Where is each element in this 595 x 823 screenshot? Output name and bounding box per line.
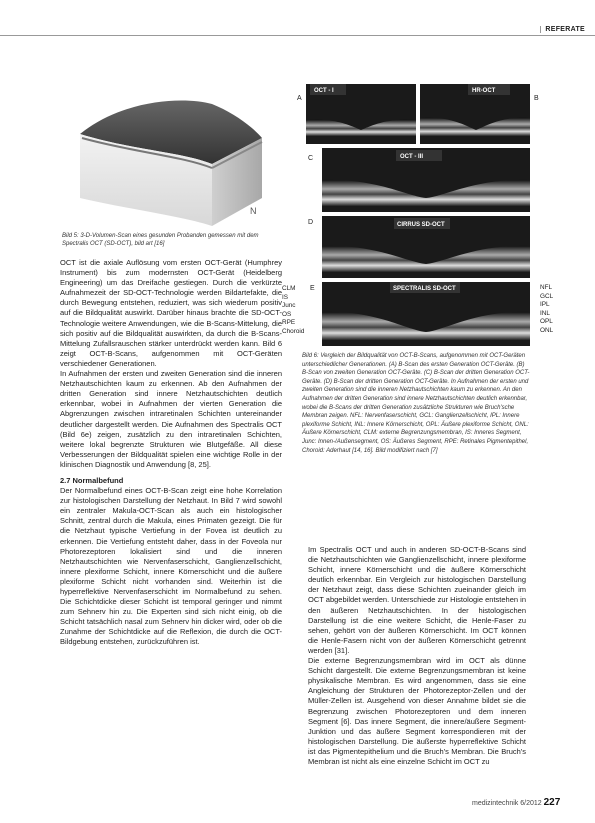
left-column (60, 258, 282, 648)
layer-label: OPL (540, 318, 553, 325)
layer-label: IPL (540, 301, 550, 308)
panel-b-label: B (534, 95, 539, 102)
panel-d-label: D (308, 219, 314, 226)
paragraph: OCT ist die axiale Auflösung vom ersten OCT-Gerät (Humphrey Instrument) bis zum modernsten OCT-Gerät (Heidelberg Engineering) um das Dreifache gestiegen. Durch die verkürzte Aufnahmezeit der SD-OCT-Technologie werden Bildartefakte, die durch Bewegung entstehen, reduziert, was sich wiederum positiv auf die Bildqualität auswirkt. Darüber hinaus brachte die SD-OCT-Technologie weitere Anwendungen, wie die B-Scans-Mittelung, die sich positiv auf die Bildqualität auswirkten, da durch die B-Scans-Mittelung Zufallsrauschen stärker unterdrückt werden kann. Bild 6 zeigt OCT-B-Scans, aufgenommen mit OCT-Geräten verschiedener Generationen. (60, 258, 282, 368)
panel-e-label: E (310, 285, 315, 292)
layer-label: GCL (540, 292, 554, 300)
paragraph: Der Normalbefund eines OCT-B-Scan zeigt eine hohe Korrelation zur histologischen Darstellung der Netzhaut. In Bild 7 wird sowohl ein zentraler Makula-OCT-Scan als auch ein histologischer Schnitt, zentral durch die Makula, eines Primaten gezeigt. Die für die Netzhaut typische Vertiefung in der Fovea ist deutlich zu erkennen. Die Vertiefung entsteht daher, dass in der Foveola nur Photorezeptoren lokalisiert sind und die inneren Netzhautschichten wie Nervenfaserschicht, Ganglienzellschicht, innere plexiforme Schicht, innere Körnerschicht und die äußere plexiforme Schicht nicht vorhanden sind. Weiterhin ist die hyperreflektive Nervenfaserschicht im Normalbefund zu sehen. Die Schichtdicke dieser Schicht ist temporal geringer und nimmt zum Sehnerv hin zu. Die Experten sind sich nicht einig, ob die Schicht tatsächlich nasal zum Sehnerv hin dicker wird, oder ob die Zunahme der Schichtdicke auf die Reflexion, die durch die OCT-Bildgebung entstehen, zurückzuführen ist. (60, 486, 282, 647)
panel-e-title: SPECTRALIS SD-OCT (393, 286, 456, 292)
panel-b-title: HR-OCT (472, 88, 496, 94)
figure5-volume-scan (62, 86, 276, 230)
section-label: REFERATE (540, 26, 585, 33)
page-number: 227 (543, 797, 561, 808)
layer-label: CLM (282, 285, 296, 292)
panel-a-title: OCT - I (314, 88, 334, 94)
figure6-caption: Bild 6: Vergleich der Bildqualität von OCT-B-Scans, aufgenommen mit OCT-Geräten unterschiedlicher Generationen. (A) B-Scan des ersten Generation OCT-Geräte. (B) B-Scan von zweiten Generation OCT-Geräte. (C) B-Scan der dritten Generation OCT-Geräte. (D) B-Scan der dritten Generation OCT-Geräte. In Aufnahmen der ersten und zweiten Generation sind die inneren Netzhautschichten kaum zu erkennen. An den Aufnahmen der dritten Generation sind innere Netzhautschichten deutlich erkennbar, wobei die B-Scans der dritten Generation zusätzliche Strukturen wie Bruch'sche Membran zeigen. NFL: Nervenfaserschicht, GCL: Ganglienzellschicht, IPL: Innere plexiforme Schicht, INL: Innere Körnerschicht, OPL: Äußere plexiforme Schicht, ONL: Äußere Körnerschicht, CLM: externe Begrenzungsmembran, IS: Inneres Segment, Junc: Innen-/Außensegment, OS: Äußeres Segment, RPE: Retinales Pigmentepithel, Choroid: Aderhaut [14, 16]. Bild modifiziert nach [7] (302, 353, 530, 454)
layer-label: NFL (540, 284, 553, 291)
paragraph: Die externe Begrenzungsmembran wird im OCT als dünne Schicht dargestellt. Die externe Begrenzungsmembran ist keine physikalische Membran. Es wird angenommen, dass sie eine Angleichung der Strukturen der Photorezeptor-Zellen und der Müller-Zellen ist. Ausgehend von dieser Annahme bildet sie die Begrenzung zwischen Photorezeptoren und dem inneren Segment [6]. Das innere Segment, die innere/äußere Segment-Junktion und das äußere Segment korrespondieren mit der histologischen Darstellung. Die äußerste hyperreflektive Schicht ist das Pigmentepithelium und die Bruch's Membran. Die Bruch's Membran ist nicht als eine einzelne Schicht im OCT zu (308, 656, 526, 766)
figure5-caption: Bild 5: 3-D-Volumen-Scan eines gesunden Probanden gemessen mit dem Spectralis OCT (SD-OCT), bild art [16] (62, 233, 259, 247)
panel-d-title: CIRRUS SD-OCT (397, 222, 445, 228)
figure6-oct-comparison (296, 80, 542, 348)
left-layer-labels (282, 285, 304, 336)
layer-label: RPE (282, 319, 296, 326)
panel-c-label: C (308, 155, 314, 162)
layer-label: OS (282, 310, 292, 318)
header-rule (0, 35, 595, 36)
layer-label: IS (282, 293, 289, 301)
paragraph: In Aufnahmen der ersten und zweiten Generation sind die inneren Netzhautschichten kaum zu erkennen. Ab den Aufnahmen der dritten Generation sind innere Netzhautschichten deutlich erkennbar, wobei in Aufnahmen der vierten Generation die Abgrenzungen zwischen intraretinalen Schichten untereinander deutlicher dargestellt werden. Die Aufnahmen des Spectralis OCT (Bild 6e) zeigen, zusätzlich zu den intraretinalen Schichten, weitere lokal begrenzte Strukturen wie Blutgefäße. All diese Verbesserungen der Bildqualität spielen eine wichtige Rolle in der klinischen Diagnostik und Anwendung [8, 25]. (60, 369, 282, 469)
volume-letter-n: N (250, 206, 257, 216)
right-column (308, 545, 526, 767)
panel-a-label: A (297, 95, 302, 102)
panel-c-title: OCT - III (400, 154, 423, 160)
layer-label: Junc (282, 302, 296, 309)
layer-label: Choroid (282, 327, 305, 335)
page-footer (472, 797, 560, 808)
right-layer-labels (540, 284, 553, 335)
section-heading: 2.7 Normalbefund (60, 475, 124, 485)
paragraph: Im Spectralis OCT und auch in anderen SD-OCT-B-Scans sind die Netzhautschichten wie Ganglienzellschicht, innere plexiforme Schicht, innere Körnerschicht und die äußere Körnerschicht deutlich erkennbar. Ein Vergleich zur histologischen Darstellung der Netzhaut zeigt, dass diese Schichten zueinander gleich im OCT abgebildet werden. Unterschiede zur Histologie entstehen in den äußeren Netzhautschichten. In der histologischen Darstellung ist die eine weitere Schicht, die Henle-Faser zu sehen, gehört von der äußeren Körnerschicht. Im OCT können die Henle-Fasern nicht von der äußeren Körnerschicht getrennt werden [31]. (308, 545, 526, 655)
journal-name: medizintechnik 6/2012 (472, 800, 542, 807)
layer-label: ONL (540, 326, 554, 334)
layer-label: INL (540, 309, 550, 317)
